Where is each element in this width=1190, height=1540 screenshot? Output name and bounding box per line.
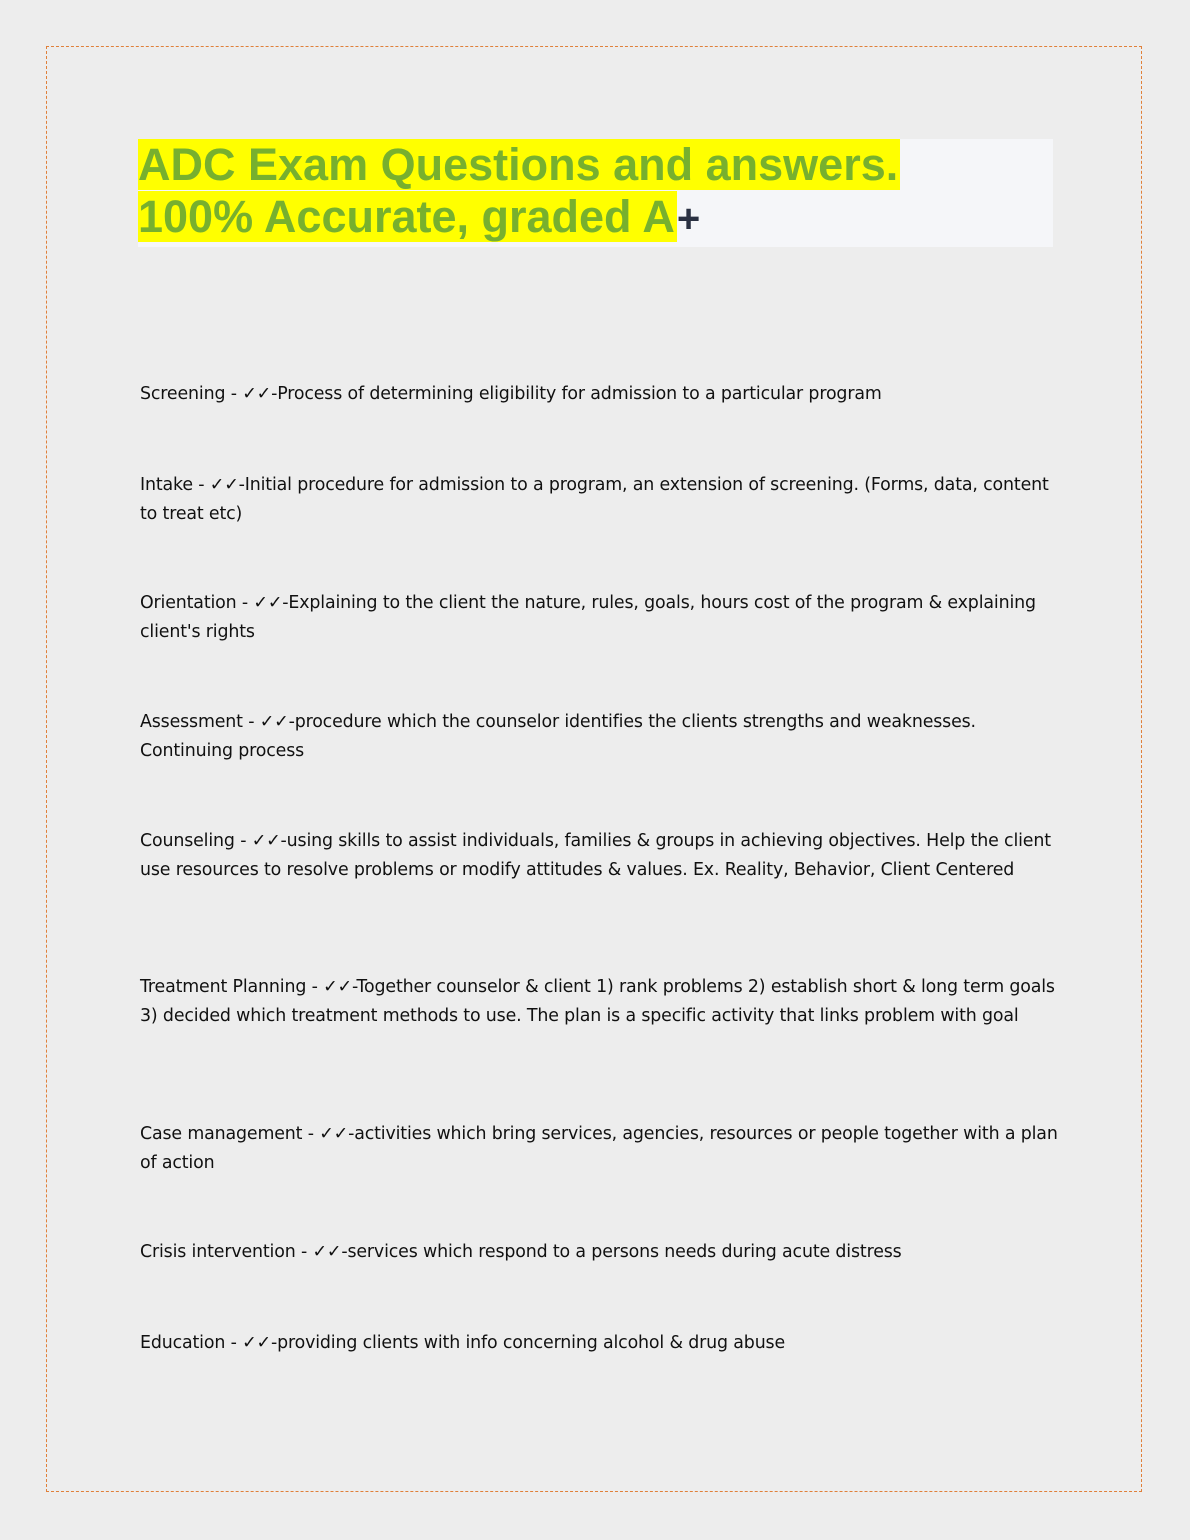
qa-item-assessment bbox=[140, 708, 1060, 765]
qa-item-screening bbox=[140, 380, 1060, 409]
qa-item-orientation bbox=[140, 589, 1060, 646]
qa-separator: - bbox=[192, 475, 210, 495]
double-check-icon: ✓✓ bbox=[323, 977, 352, 997]
qa-item-treatment-planning bbox=[140, 973, 1060, 1030]
qa-definition: -Together counselor & client 1) rank problems 2) establish short & long term goals 3) decided which treatment methods to use. The plan is a specific activity that links problem with goal bbox=[140, 977, 1055, 1026]
title-plus-sign: + bbox=[676, 197, 701, 241]
qa-term: Orientation bbox=[140, 593, 237, 613]
qa-item-intake bbox=[140, 471, 1060, 528]
qa-separator: - bbox=[236, 593, 254, 613]
qa-definition: -Process of determining eligibility for admission to a particular program bbox=[271, 384, 882, 404]
double-check-icon: ✓✓ bbox=[253, 593, 283, 613]
qa-separator: - bbox=[234, 831, 252, 851]
title-line-1-text: ADC Exam Questions and answers. bbox=[138, 139, 899, 190]
qa-item-counseling bbox=[140, 827, 1060, 884]
qa-term: Assessment bbox=[140, 712, 243, 732]
qa-term: Screening bbox=[140, 384, 226, 404]
qa-term: Crisis intervention bbox=[140, 1242, 296, 1262]
qa-separator: - bbox=[295, 1242, 313, 1262]
double-check-icon: ✓✓ bbox=[242, 1333, 271, 1353]
qa-item-education bbox=[140, 1329, 1060, 1358]
title-line-1 bbox=[138, 139, 1053, 191]
qa-definition: -Explaining to the client the nature, rules, goals, hours cost of the program & explaining client's rights bbox=[140, 593, 1036, 642]
qa-item-case-management bbox=[140, 1120, 1060, 1177]
double-check-icon: ✓✓ bbox=[319, 1124, 349, 1144]
qa-separator: - bbox=[306, 977, 324, 997]
qa-separator: - bbox=[302, 1124, 320, 1144]
qa-definition: -procedure which the counselor identifies the clients strengths and weaknesses. Continuing process bbox=[140, 712, 976, 761]
title-line-2-text: 100% Accurate, graded A bbox=[138, 191, 675, 242]
qa-term: Education bbox=[140, 1333, 226, 1353]
double-check-icon: ✓✓ bbox=[251, 831, 281, 851]
qa-definition: -Initial procedure for admission to a program, an extension of screening. (Forms, data, content to treat etc) bbox=[140, 475, 1049, 524]
qa-term: Intake bbox=[140, 475, 193, 495]
double-check-icon: ✓✓ bbox=[242, 384, 272, 404]
title-line-2 bbox=[138, 191, 1053, 245]
qa-item-crisis-intervention bbox=[140, 1238, 1060, 1267]
qa-term: Treatment Planning bbox=[140, 977, 307, 997]
qa-term: Counseling bbox=[140, 831, 235, 851]
double-check-icon: ✓✓ bbox=[312, 1242, 342, 1262]
qa-definition: -providing clients with info concerning alcohol & drug abuse bbox=[270, 1333, 786, 1353]
qa-definition: -services which respond to a persons needs during acute distress bbox=[341, 1242, 902, 1262]
page-border bbox=[46, 46, 1142, 1492]
qa-separator: - bbox=[225, 1333, 243, 1353]
qa-term: Case management bbox=[140, 1124, 303, 1144]
double-check-icon: ✓✓ bbox=[259, 712, 289, 732]
qa-separator: - bbox=[242, 712, 260, 732]
qa-definition: -activities which bring services, agencies, resources or people together with a plan of action bbox=[140, 1124, 1058, 1173]
document-title bbox=[138, 139, 1053, 247]
qa-definition: -using skills to assist individuals, families & groups in achieving objectives. Help the client use resources to resolve problems or modify attitudes & values. Ex. Reality, Behavior, Client Centered bbox=[140, 831, 1051, 880]
qa-separator: - bbox=[225, 384, 243, 404]
double-check-icon: ✓✓ bbox=[209, 475, 239, 495]
